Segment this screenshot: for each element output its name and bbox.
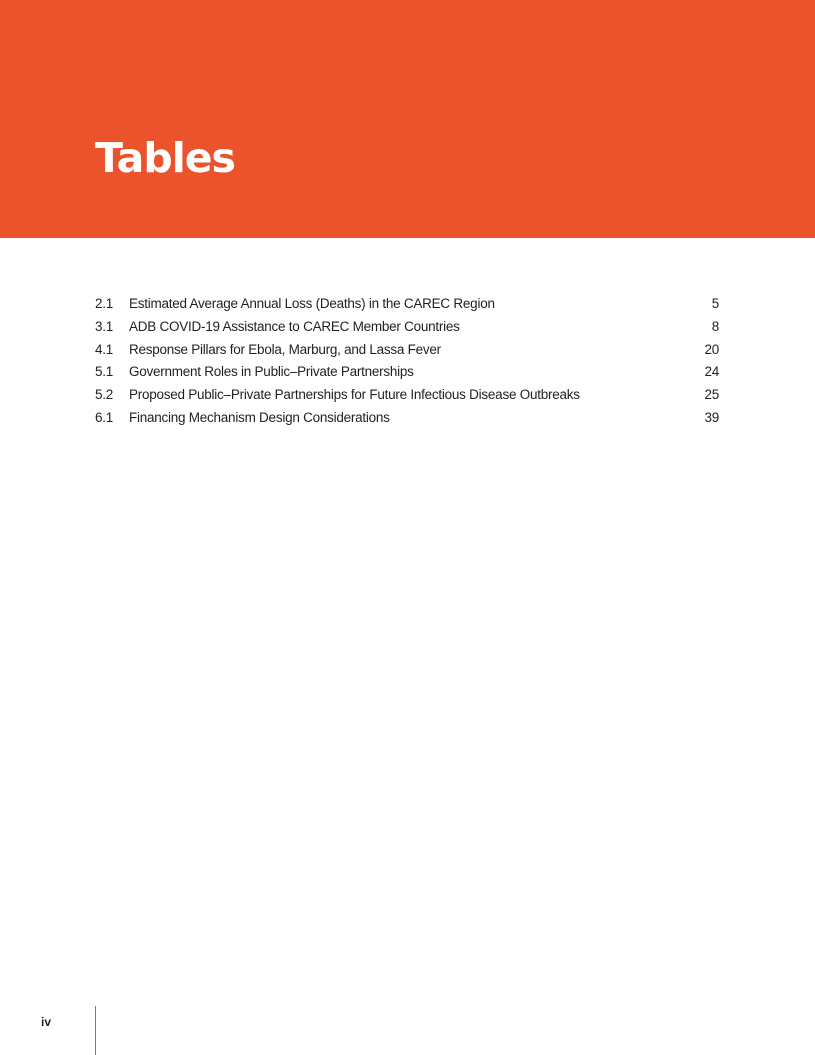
toc-entry-number: 5.2 xyxy=(95,387,114,403)
toc-entry[interactable] xyxy=(95,316,719,339)
table-of-contents-list xyxy=(95,293,719,430)
toc-entry-number: 5.1 xyxy=(95,364,114,380)
toc-entry-number: 3.1 xyxy=(95,318,114,334)
toc-entry-page: 24 xyxy=(704,364,719,380)
footer-divider xyxy=(95,1006,96,1055)
toc-entry-page: 39 xyxy=(704,409,719,425)
toc-entry-number: 6.1 xyxy=(95,409,114,425)
header-band xyxy=(0,0,815,238)
toc-entry-title: Proposed Public–Private Partnerships for Future Infectious Disease Outbreaks xyxy=(129,387,580,403)
toc-entry[interactable] xyxy=(95,407,719,430)
toc-entry[interactable] xyxy=(95,339,719,362)
toc-entry[interactable] xyxy=(95,384,719,407)
toc-entry-page: 8 xyxy=(711,318,719,334)
toc-entry-page: 25 xyxy=(704,387,719,403)
toc-entry-page: 20 xyxy=(704,341,719,357)
toc-entry-number: 4.1 xyxy=(95,341,114,357)
toc-entry-title: ADB COVID-19 Assistance to CAREC Member Countries xyxy=(129,318,460,334)
toc-entry[interactable] xyxy=(95,361,719,384)
toc-entry-title: Financing Mechanism Design Considerations xyxy=(129,409,390,425)
toc-entry-title: Government Roles in Public–Private Partnerships xyxy=(129,364,414,380)
toc-entry[interactable] xyxy=(95,293,719,316)
toc-entry-page: 5 xyxy=(711,296,719,311)
page-title: Tables xyxy=(95,134,235,182)
toc-entry-number: 2.1 xyxy=(95,296,114,311)
toc-entry-title: Estimated Average Annual Loss (Deaths) in the CAREC Region xyxy=(129,296,495,311)
toc-entry-title: Response Pillars for Ebola, Marburg, and Lassa Fever xyxy=(129,341,441,357)
page-number: iv xyxy=(41,1015,52,1029)
